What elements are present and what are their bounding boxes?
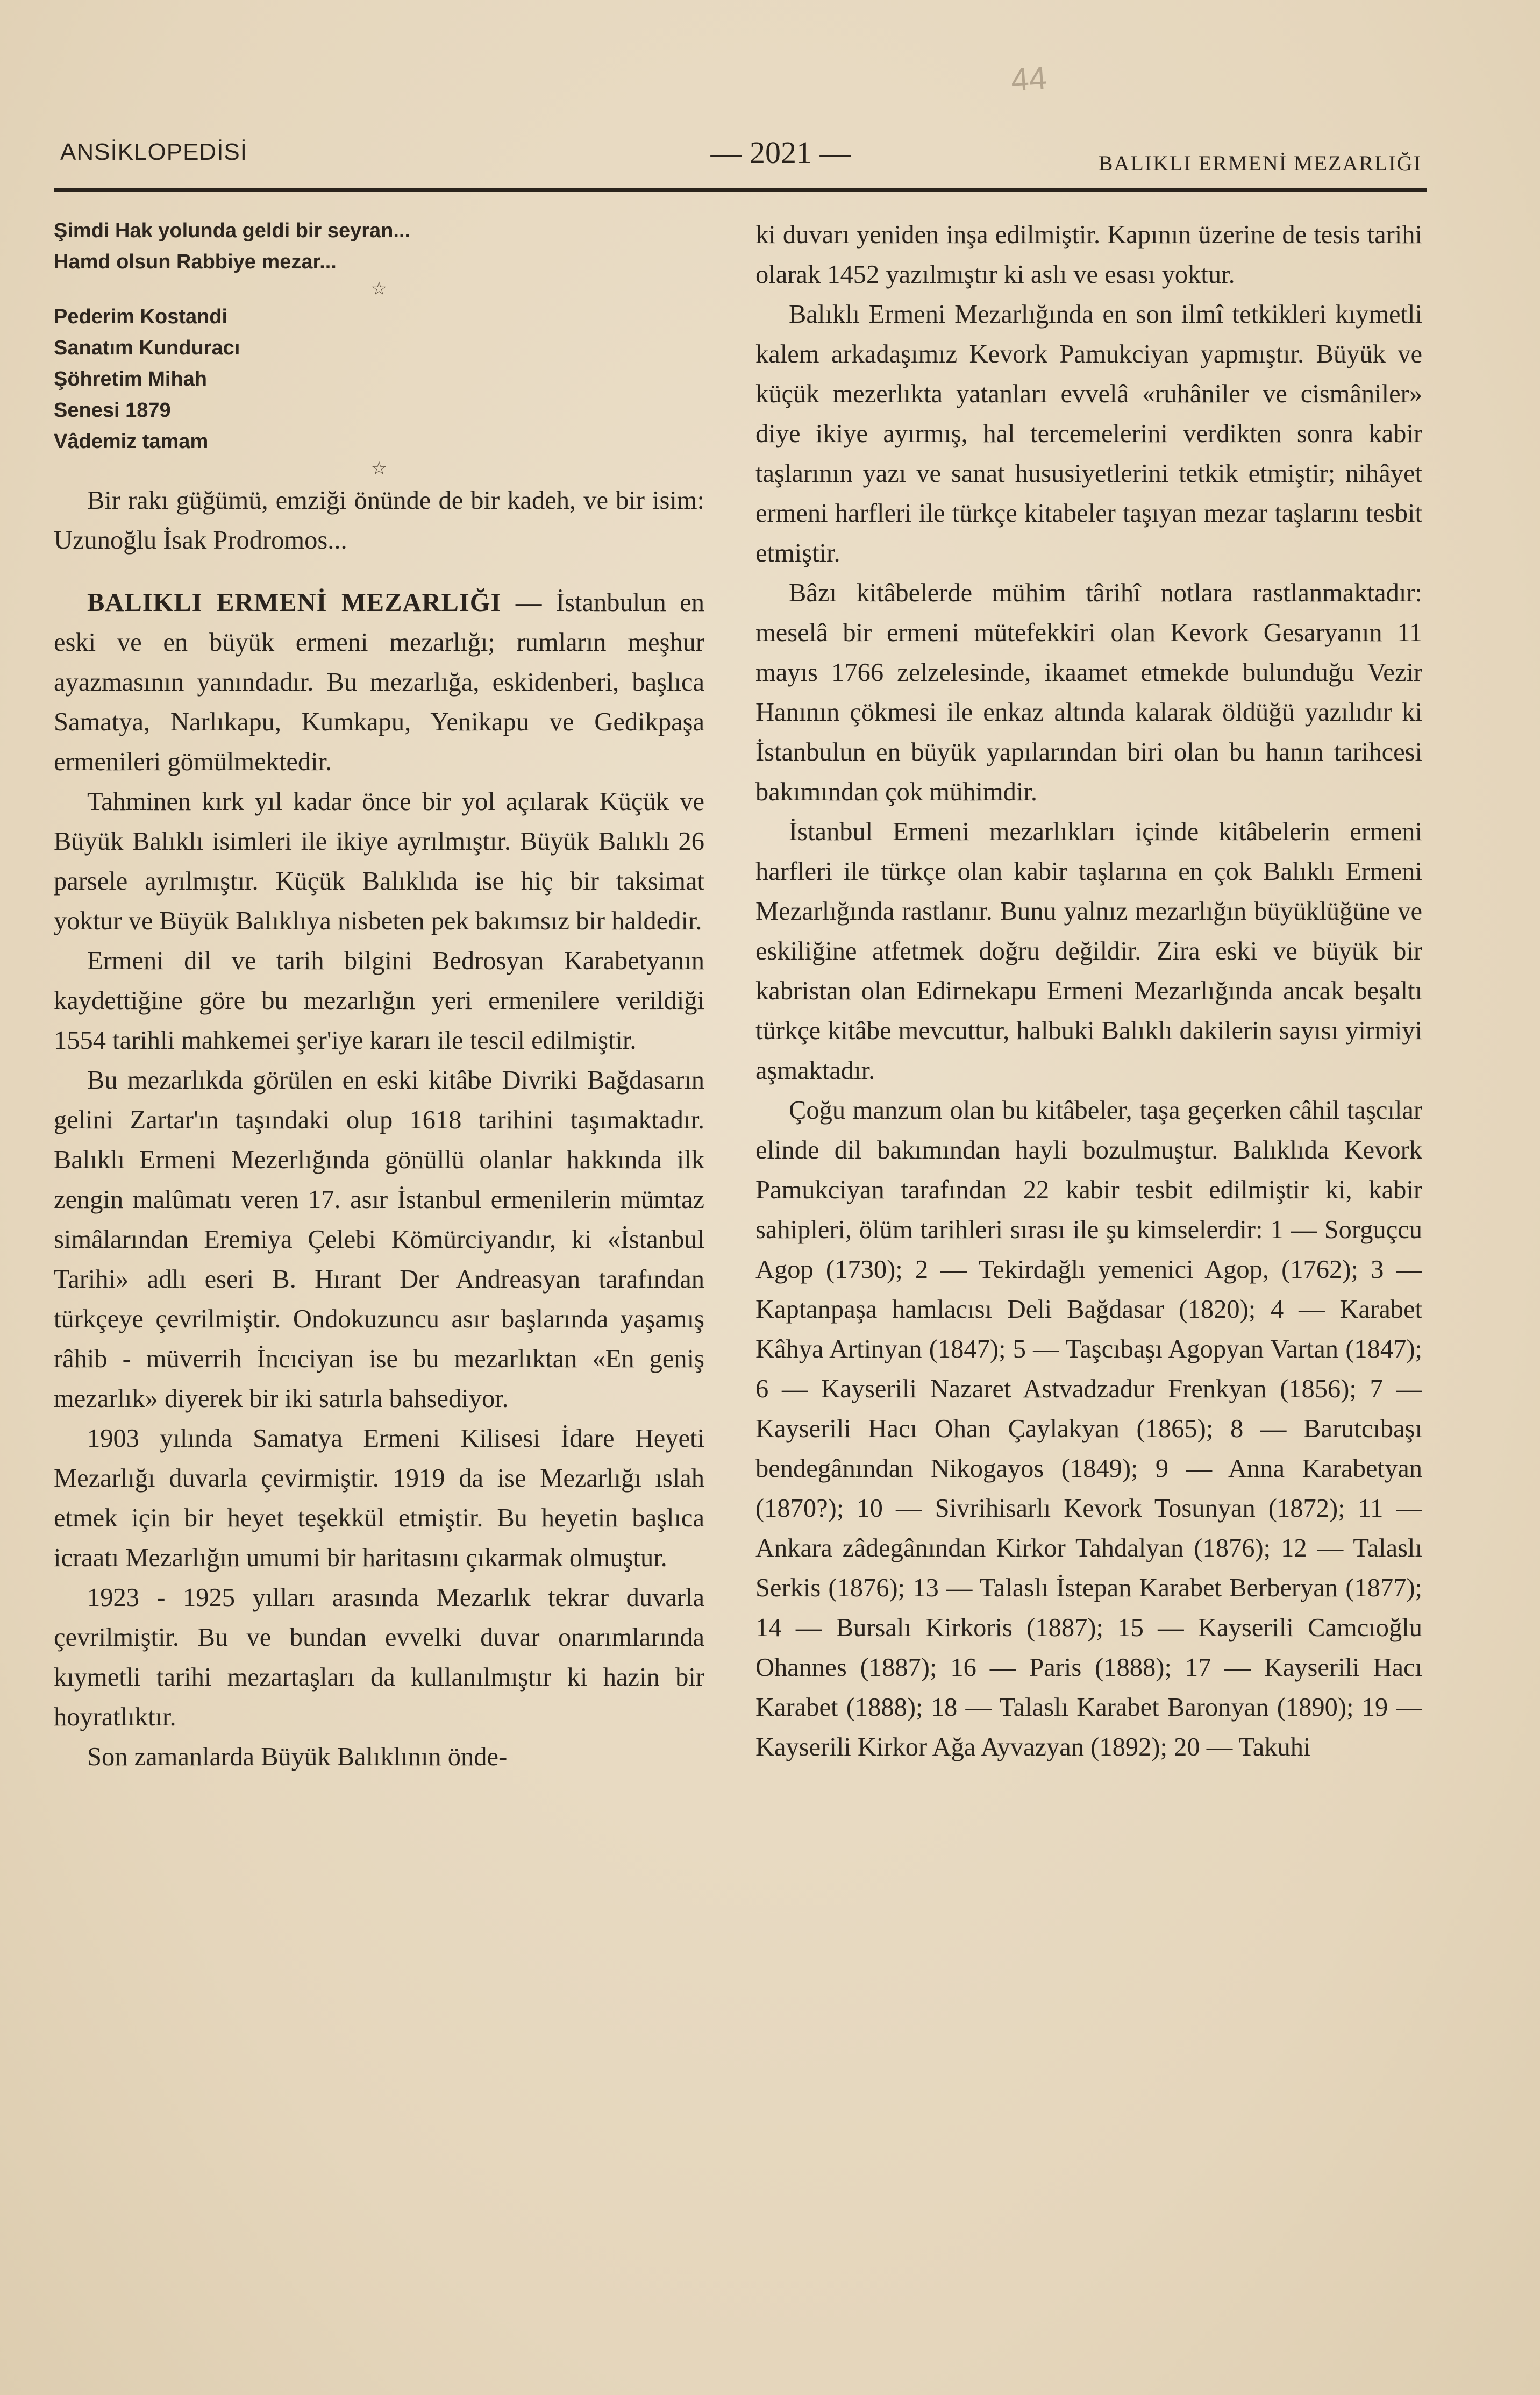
- paragraph: Bu mezarlıkda görülen en eski kitâbe Divriki Bağdasarın gelini Zartar'ın taşındaki olup 1618 tarihini taşımaktadır. Balıklı Ermeni Mezerlığında gönüllü olanlar hakkında ilk zengin malûmatı veren 17. asır İstanbul ermenilerin mümtaz simâlarından Eremiya Çelebi Kömürciyandır, ki «İstanbul Tarihi» adlı eseri B. Hırant Der Andreasyan tarafından türkçeye çevrilmiştir. Ondokuzuncu asır başlarında yaşamış râhib - müverrih İncıciyan ise bu mezarlıktan «En geniş mezarlık» diyerek bir iki satırla bahsediyor.: [54, 1066, 704, 1413]
- verse-line: Hamd olsun Rabbiye mezar...: [54, 251, 337, 273]
- entry-text: İstanbulun en eski ve en büyük ermeni mezarlığı; rumların meşhur ayazmasının yanındadır. Bu mezarlığa, eskidenberi, başlıca Samatya, Narlıkapu, Kumkapu, Yenikapu ve Gedikpaşa ermenileri gömülmektedir.: [54, 588, 704, 776]
- verse-line: Sanatım Kunduracı: [54, 337, 240, 359]
- header-rule: [54, 188, 1427, 192]
- page-number: — 2021 —: [710, 135, 851, 170]
- verse-line: Senesi 1879: [54, 399, 171, 422]
- spacer: [54, 560, 704, 583]
- paragraph: İstanbul Ermeni mezarlıkları içinde kitâbelerin ermeni harfleri ile türkçe olan kabir taşlarına en çok Balıklı Ermeni Mezarlığında rastlanır. Bunu yalnız mezarlığın büyüklüğüne ve eskiliğine atfetmek doğru değildir. Zira eski ve büyük bir kabristan olan Edirnekapu Ermeni Mezarlığında ancak beşaltı türkçe kitâbe mevcuttur, halbuki Balıklı dakilerin sayısı yirmiyi aşmaktadır.: [755, 818, 1422, 1085]
- paragraph: Balıklı Ermeni Mezarlığında en son ilmî tetkikleri kıymetli kalem arkadaşımız Kevork Pamukciyan yapmıştır. Büyük ve küçük mezerlıkta yatanları evvelâ «ruhâniler ve cismâniler» diye ikiye ayırmış, hal tercemelerini verdikten sonra kabir taşlarının yazı ve sanat hususiyetlerini tetkik etmiştir; nihâyet ermeni harfleri ile türkçe kitabeler taşıyan mezar taşlarını tesbit etmiştir.: [755, 300, 1422, 567]
- verse-line: Şöhretim Mihah: [54, 368, 208, 390]
- paragraph: Ermeni dil ve tarih bilgini Bedrosyan Karabetyanın kaydettiğine göre bu mezarlığın yeri ermenilere verildiği 1554 tarihli mahkemei şer'iye kararı ile tescil edilmiştir.: [54, 947, 704, 1055]
- paragraph: ki duvarı yeniden inşa edilmiştir. Kapının üzerine de tesis tarihi olarak 1452 yazılmıştır ki aslı ve esası yoktur.: [755, 221, 1422, 289]
- paragraph: Bir rakı güğümü, emziği önünde de bir kadeh, ve bir isim: Uzunoğlu İsak Prodromos...: [54, 486, 704, 555]
- star-ornament: ☆: [370, 279, 388, 299]
- entry-paragraph: [54, 583, 704, 782]
- paragraph: 1903 yılında Samatya Ermeni Kilisesi İdare Heyeti Mezarlığı duvarla çevirmiştir. 1919 da ise Mezarlığı ıslah etmek için bir heyet teşekkül etmiştir. Bu heyetin başlıca icraatı Mezarlığın umumi bir haritasını çıkarmak olmuştur.: [54, 1424, 704, 1572]
- handwritten-folio-number: 44: [1009, 59, 1049, 98]
- right-column: [755, 215, 1422, 1767]
- header-right-title: BALIKLI ERMENİ MEZARLIĞI: [1098, 151, 1422, 175]
- running-header: [60, 134, 1422, 177]
- entry-title: BALIKLI ERMENİ MEZARLIĞI —: [87, 588, 543, 617]
- paragraph: Tahminen kırk yıl kadar önce bir yol açılarak Küçük ve Büyük Balıklı isimleri ile ikiye ayrılmıştır. Büyük Balıklı 26 parsele ayrılmıştır. Küçük Balıklıda ise hiç bir taksimat yoktur ve Büyük Balıklıya nisbeten pek bakımsız bir haldedir.: [54, 787, 704, 935]
- star-ornament: ☆: [370, 459, 388, 479]
- paragraph: Bâzı kitâbelerde mühim târihî notlara rastlanmaktadır: meselâ bir ermeni mütefekkiri olan Kevork Gesaryanın 11 mayıs 1766 zelzelesinde, ikaamet etmekde bulunduğu Vezir Hanının çökmesi ile enkaz altında kalarak öldüğü yazılıdır ki İstanbulun en büyük yapılarından biri olan bu hanın tarihcesi bakımından çok mühimdir.: [755, 579, 1422, 806]
- left-column: [54, 215, 704, 1777]
- paragraph: Son zamanlarda Büyük Balıklının önde-: [87, 1743, 508, 1771]
- verse-line: Şimdi Hak yolunda geldi bir seyran...: [54, 219, 411, 242]
- paragraph: Çoğu manzum olan bu kitâbeler, taşa geçerken câhil taşcılar elinde dil bakımından hayli bozulmuştur. Balıklıda Kevork Pamukciyan tarafından 22 kabir tesbit edilmiştir ki, kabir sahipleri, ölüm tarihleri sırası ile şu kimselerdir: 1 — Sorguçcu Agop (1730); 2 — Tekirdağlı yemenici Agop, (1762); 3 — Kaptanpaşa hamlacısı Deli Bağdasar (1820); 4 — Karabet Kâhya Artinyan (1847); 5 — Taşcıbaşı Agopyan Vartan (1847); 6 — Kayserili Nazaret Astvadzadur Frenkyan (1856); 7 — Kayserili Hacı Ohan Çaylakyan (1865); 8 — Barutcıbaşı bendegânından Nikogayos (1849); 9 — Anna Karabetyan (1870?); 10 — Sivrihisarlı Kevork Tosunyan (1872); 11 — Ankara zâdegânından Kirkor Tahdalyan (1876); 12 — Talaslı Serkis (1876); 13 — Talaslı İstepan Karabet Berberyan (1877); 14 — Bursalı Kirkoris (1887); 15 — Kayserili Camcıoğlu Ohannes (1887); 16 — Paris (1888); 17 — Kayserili Hacı Karabet (1888); 18 — Talaslı Karabet Baronyan (1890); 19 — Kayserili Kirkor Ağa Ayvazyan (1892); 20 — Takuhi: [755, 1096, 1422, 1761]
- paragraph: 1923 - 1925 yılları arasında Mezarlık tekrar duvarla çevrilmiştir. Bu ve bundan evvelki duvar onarımlarında kıymetli tarihi mezartaşları da kullanılmıştır ki hazin bir hoyratlıktır.: [54, 1583, 704, 1731]
- header-left-title: ANSİKLOPEDİSİ: [60, 139, 248, 165]
- verse-line: Vâdemiz tamam: [54, 430, 209, 453]
- verse-line: Pederim Kostandi: [54, 305, 228, 328]
